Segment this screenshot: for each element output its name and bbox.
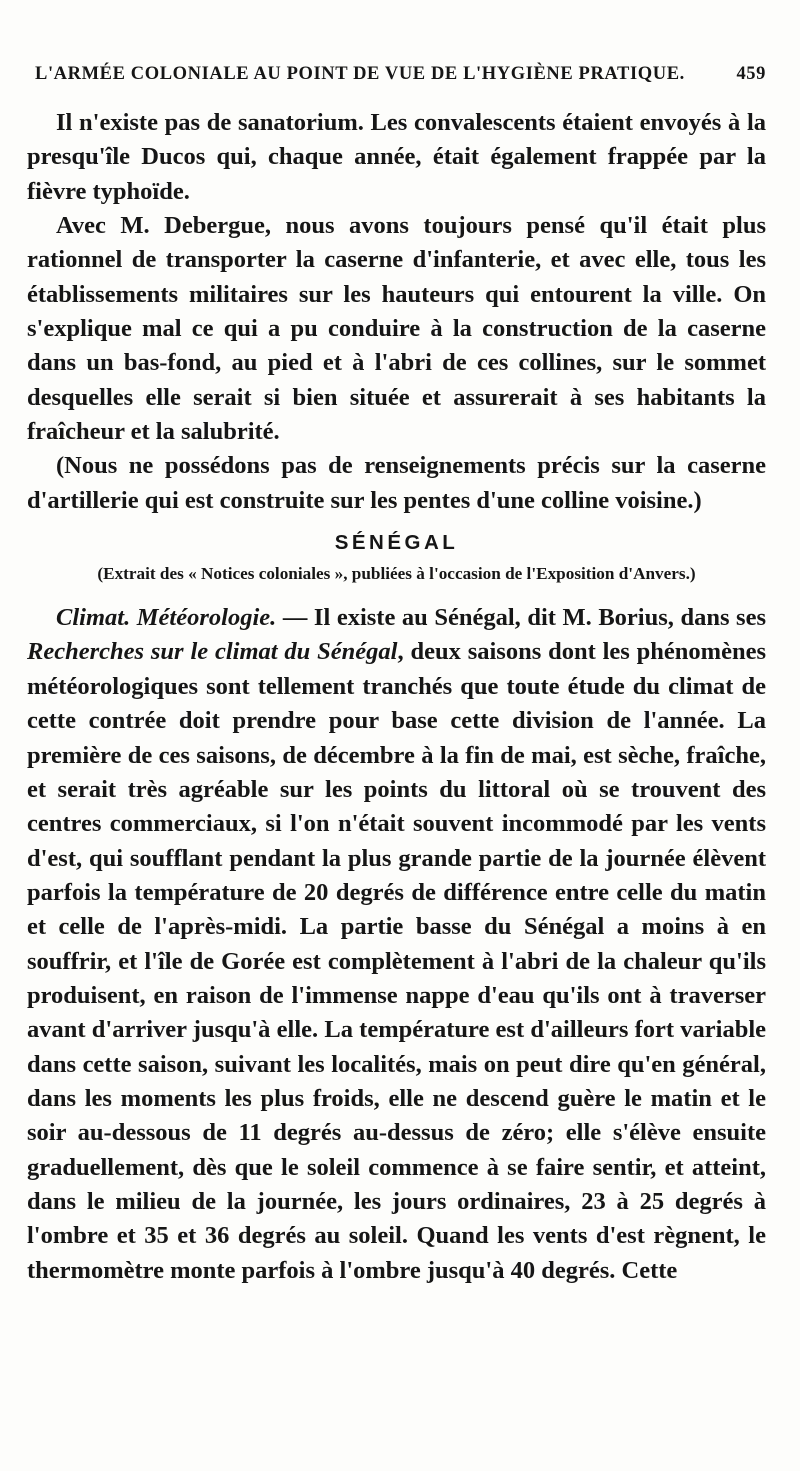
running-header <box>35 64 766 85</box>
paragraph-debergue: Avec M. Debergue, nous avons toujours pensé qu'il était plus rationnel de transporter la caserne d'infanterie, et avec elle, tous les établissements militaires sur les hauteurs qui entourent la ville. On s'explique mal ce qui a pu conduire à la construction de la caserne dans un bas-fond, au pied et à l'abri de ces collines, sur le sommet desquelles elle serait si bien située et assurerait à ses habitants la fraîcheur et la salubrité. <box>27 212 766 446</box>
page-number: 459 <box>736 64 766 84</box>
source-note: (Extrait des « Notices coloniales », publiées à l'occasion de l'Exposition d'Anvers.) <box>97 564 696 584</box>
climat-lead: Climat. Météorologie. <box>56 604 277 632</box>
section-heading: SÉNÉGAL <box>334 531 459 555</box>
work-title: Recherches sur le climat du Sénégal <box>27 638 398 666</box>
running-title: L'ARMÉE COLONIALE AU POINT DE VUE DE L'HYGIÈNE PRATIQUE. <box>35 64 685 84</box>
paragraph-sanatorium: Il n'existe pas de sanatorium. Les convalescents étaient envoyés à la presqu'île Ducos qui, chaque année, était également frappée par la fièvre typhoïde. <box>27 109 766 205</box>
page-body <box>27 106 766 1288</box>
paragraph-climat <box>27 601 766 1288</box>
paragraph-artillerie: (Nous ne possédons pas de renseignements précis sur la caserne d'artillerie qui est construite sur les pentes d'une colline voisine.) <box>27 452 766 514</box>
climat-dash: — Il existe au Sénégal, dit M. Borius, dans ses <box>276 604 767 632</box>
climat-body: , deux saisons dont les phénomènes météorologiques sont tellement tranchés que toute étude du climat de cette contrée doit prendre pour base cette division de l'année. La première de ces saisons, de décembre à la fin de mai, est sèche, fraîche, et serait très agréable sur les points du littoral où se trouvent des centres commerciaux, si l'on n'était souvent incommodé par les vents d'est, qui soufflant pendant la plus grande partie de la journée élèvent parfois la température de 20 degrés de différence entre celle du matin et celle de l'après-midi. La partie basse du Sénégal a moins à en souffrir, et l'île de Gorée est complètement à l'abri de la chaleur qu'ils produisent, en raison de l'immense nappe d'eau qu'ils ont à traverser avant d'arriver jusqu'à elle. La température est d'ailleurs fort variable dans cette saison, suivant les localités, mais on peut dire qu'en général, dans les moments les plus froids, elle ne descend guère le matin et le soir au-dessous de 11 degrés au-dessus de zéro; elle s'élève ensuite graduellement, dès que le soleil commence à se faire sentir, et atteint, dans le milieu de la journée, les jours ordinaires, 23 à 25 degrés à l'ombre et 35 et 36 degrés au soleil. Quand les vents d'est règnent, le thermomètre monte parfois à l'ombre jusqu'à 40 degrés. Cette <box>27 638 766 1284</box>
